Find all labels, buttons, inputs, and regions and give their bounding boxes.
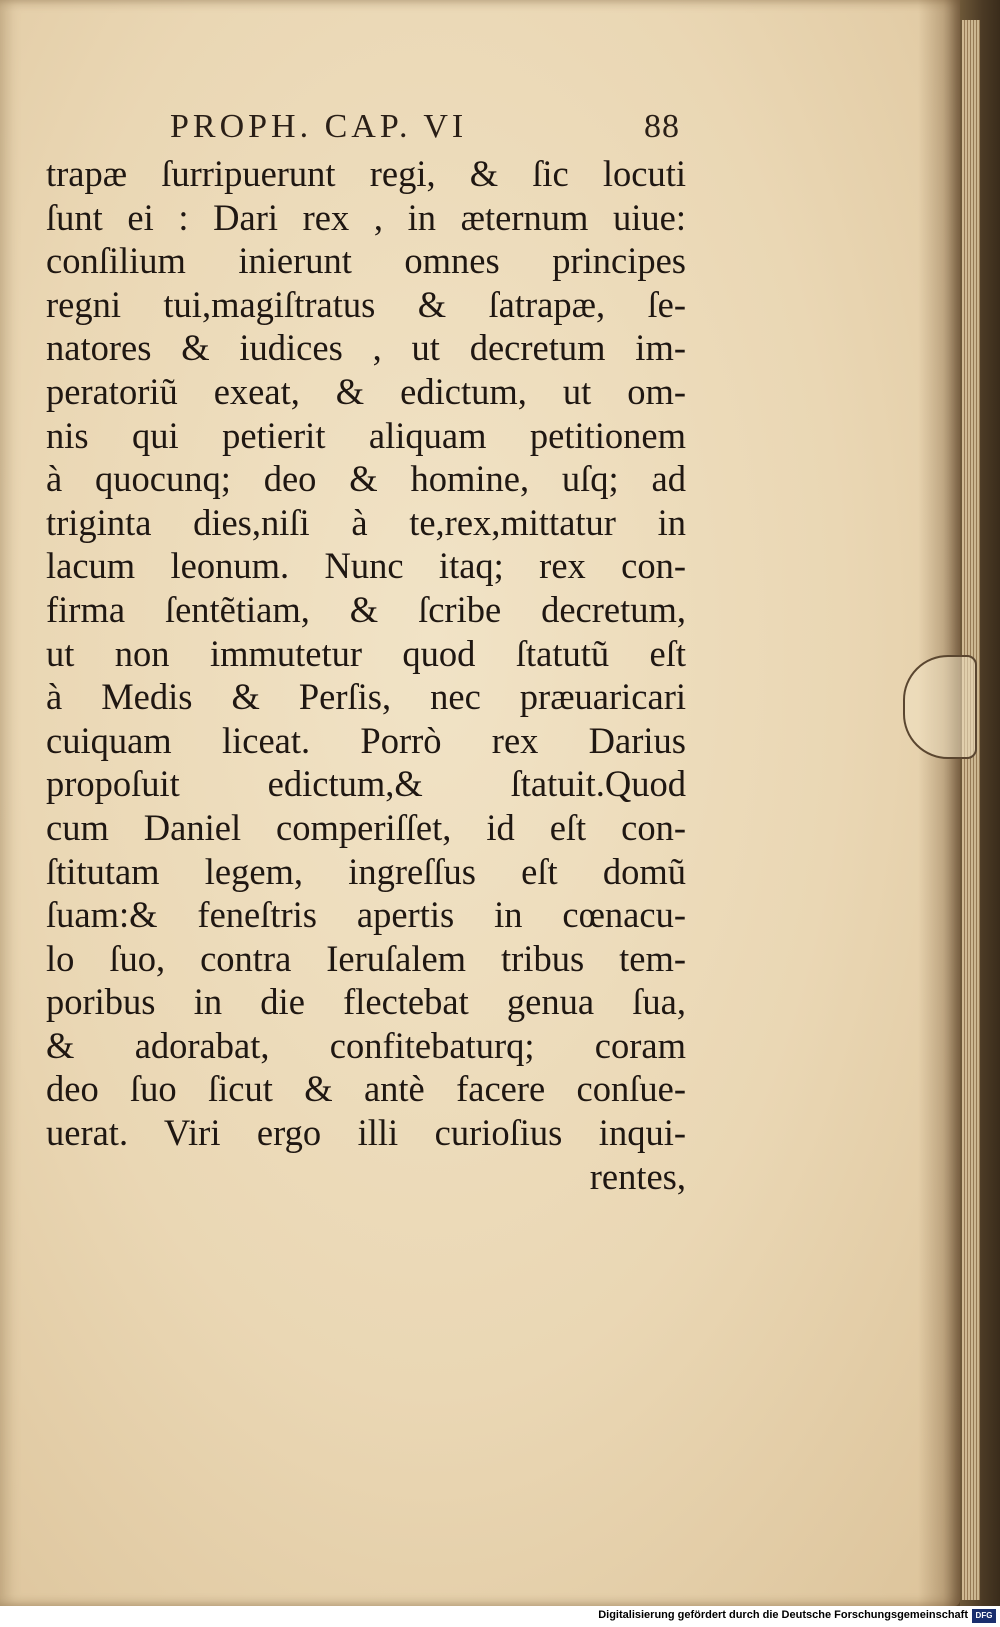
running-header	[170, 108, 680, 152]
text-line: triginta dies,niſi à te,rex,mittatur in	[46, 501, 686, 543]
text-line: trapæ ſurripuerunt regi, & ſic locuti	[46, 153, 686, 194]
text-line: conſilium inierunt omnes principes	[46, 240, 686, 282]
text-line: lacum leonum. Nunc itaq; rex con-	[46, 545, 686, 587]
text-line: ſuam:& feneſtris apertis in cœnacu-	[46, 894, 686, 936]
text-line: natores & iudices , ut decretum im-	[46, 327, 686, 369]
text-line: ut non immutetur quod ſtatutũ eſt	[46, 632, 686, 674]
text-line: regni tui,magiſtratus & ſatrapæ, ſe-	[46, 283, 686, 325]
page-fold-shadow	[918, 0, 960, 1606]
text-line: lo ſuo, contra Ieruſalem tribus tem-	[46, 937, 686, 979]
text-line: propoſuit edictum,& ſtatuit.Quod	[46, 763, 686, 805]
footer-bar	[0, 1606, 1000, 1627]
text-line: peratoriũ exeat, & edictum, ut om-	[46, 370, 686, 412]
text-line: firma ſentẽtiam, & ſcribe decretum,	[46, 588, 686, 630]
dfg-logo: DFG	[972, 1609, 996, 1623]
page-stack-edge	[962, 20, 980, 1600]
text-line: à Medis & Perſis, nec præuaricari	[46, 676, 686, 718]
text-line: ſunt ei : Dari rex , in æternum uiue:	[46, 196, 686, 238]
text-line: nis qui petierit aliquam petitionem	[46, 414, 686, 456]
text-line: poribus in die flectebat genua ſua,	[46, 981, 686, 1023]
body-text	[46, 152, 686, 1198]
text-line: rentes,	[589, 1155, 686, 1197]
text-line: deo ſuo ſicut & antè facere conſue-	[46, 1068, 686, 1110]
page-number: 88	[644, 108, 680, 145]
page-clip	[903, 655, 977, 759]
text-line: uerat. Viri ergo illi curioſius inqui-	[46, 1112, 686, 1154]
text-line: cuiquam liceat. Porrò rex Darius	[46, 719, 686, 761]
running-title: PROPH. CAP. VI	[170, 108, 468, 145]
footer-credit: Digitalisierung gefördert durch die Deutsche Forschungsgemeinschaft	[598, 1609, 968, 1621]
text-line: ſtitutam legem, ingreſſus eſt domũ	[46, 850, 686, 892]
text-line: cum Daniel comperiſſet, id eſt con-	[46, 806, 686, 848]
text-line: à quocunq; deo & homine, uſq; ad	[46, 458, 686, 500]
text-line: & adorabat, confitebaturq; coram	[46, 1024, 686, 1066]
